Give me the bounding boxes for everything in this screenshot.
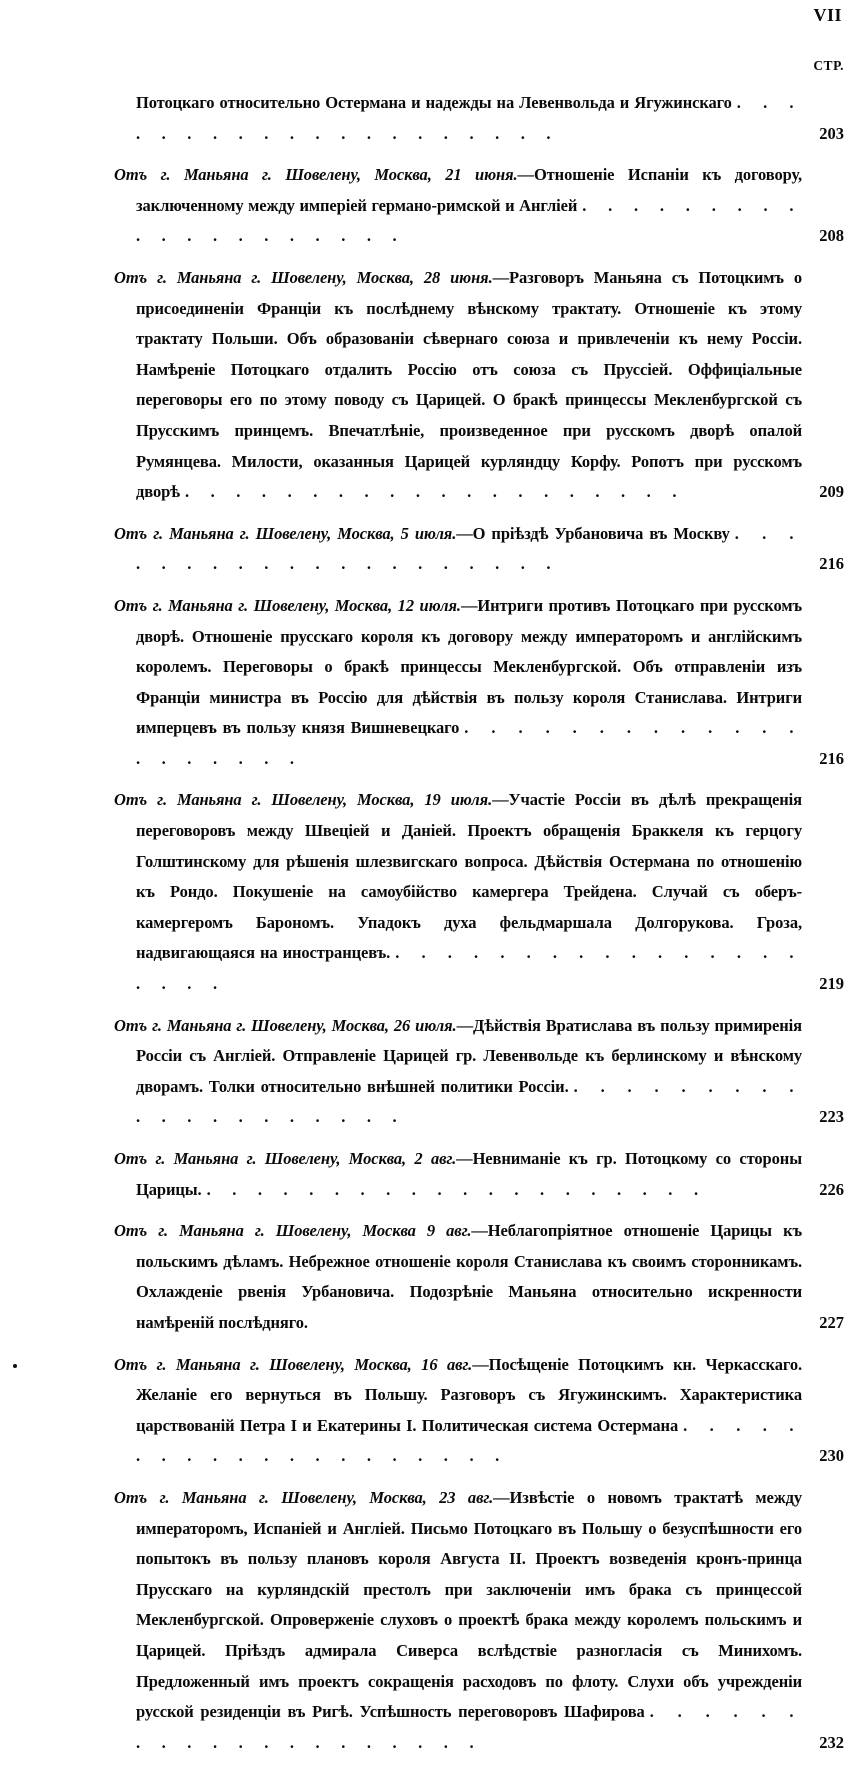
toc-entry-number	[22, 1144, 114, 1175]
toc-entry-description: —Разговоръ Маньяна съ Потоцкимъ о присоединеніи Франціи къ послѣднему вѣнскому трактату. Отношеніе къ этому трактату Польши. Объ образованіи сѣвернаго союза и привлеченіи къ нему Россіи. Намѣреніе Потоцкаго отдалить Россію отъ союза съ Пруссіей. Оффиціальные переговоры его по этому поводу съ Царицей. О бракѣ принцессы Мекленбургской съ Прусскимъ принцемъ. Впечатлѣніе, произведенное при русскомъ дворѣ опалой Румянцева. Милости, оказанныя Царицей курляндцу Корфу. Ропотъ при русскомъ дворѣ	[136, 267, 802, 502]
toc-entry[interactable]	[0, 519, 860, 580]
toc-entry-text	[114, 1011, 802, 1133]
toc-entry-number	[22, 1483, 114, 1514]
toc-entry-heading: Отъ г. Маньяна г. Шовелену, Москва 9 авг.	[114, 1221, 472, 1241]
toc-entry-page-number[interactable]: 208	[819, 226, 844, 246]
toc-entry-description: —О пріѣздѣ Урбановича въ Москву	[456, 523, 730, 543]
toc-entry-page-number[interactable]: 226	[819, 1179, 844, 1199]
toc-entry[interactable]	[0, 591, 860, 775]
toc-entry-text	[114, 785, 802, 999]
toc-entry[interactable]	[0, 263, 860, 508]
toc-entry-description: —Участіе Россіи въ дѣлѣ прекращенія переговоровъ между Швеціей и Даніей. Проектъ обращенія Браккеля къ герцогу Голштинскому для рѣшенія шлезвигскаго вопроса. Дѣйствія Остермана по отношенію къ Рондо. Покушеніе на самоубійство камергера Трейдена. Случай съ оберъ-камергеромъ Барономъ. Упадокъ духа фельдмаршала Долгорукова. Гроза, надвигающаяся на иностранцевъ.	[136, 790, 802, 963]
toc-entry[interactable]	[0, 1216, 860, 1338]
toc-leader-dots: . . . . . . . . . . . . . . . . . . . .	[184, 482, 685, 502]
toc-entry-heading: Отъ г. Маньяна г. Шовелену, Москва, 28 июня.	[114, 267, 493, 287]
toc-entry[interactable]	[0, 1483, 860, 1758]
toc-leader-dots: . . . . . . . . . . . . . . . . . . . .	[136, 93, 802, 143]
toc-entry-page-number[interactable]: 230	[819, 1446, 844, 1466]
toc-entry-text	[114, 1216, 802, 1338]
toc-entry-page-number[interactable]: 223	[819, 1107, 844, 1127]
toc-entry-description: —Отношеніе Испаніи къ договору, заключенному между имперіей германо-римской и Англіей	[136, 165, 802, 215]
toc-entry-description: —Интриги противъ Потоцкаго при русскомъ дворѣ. Отношеніе прусскаго короля къ договору между императоромъ и англійскимъ королемъ. Переговоры о бракѣ принцессы Мекленбургской. Объ отправленіи изъ Франціи министра въ Россію для дѣйствія въ пользу короля Станислава. Интриги имперцевъ въ пользу князя Вишневецкаго	[136, 595, 802, 738]
toc-leader-dots: . . . . . . . . . . . . . . . . . . . .	[136, 718, 802, 768]
toc-entry-number	[22, 1350, 114, 1381]
page-column-header: СТР.	[813, 58, 844, 73]
toc-entry-text	[114, 160, 803, 252]
toc-entry-page-number[interactable]: 216	[819, 748, 844, 768]
toc-entry[interactable]	[0, 160, 860, 252]
toc-leader-dots: . . . . . . . . . . . . . . . . . . . .	[136, 195, 803, 246]
page-folio-number: VII	[813, 5, 842, 25]
toc-entry-heading: Отъ г. Маньяна г. Шовелену, Москва, 21 июня.	[114, 165, 518, 185]
toc-entry-number	[22, 160, 114, 191]
toc-entry-page-number[interactable]: 219	[819, 974, 844, 994]
toc-entry-text	[114, 1483, 802, 1758]
ink-speck	[13, 1364, 17, 1368]
toc-entry[interactable]	[0, 1011, 860, 1133]
toc-entry-description: —Извѣстіе о новомъ трактатѣ между императоромъ, Испаніей и Англіей. Письмо Потоцкаго въ Польшу о безуспѣшности его попытокъ въ пользу плановъ короля Августа II. Проектъ возведенія кронъ-принца Прусскаго на курляндскій престолъ при заключеніи имъ брака съ принцессой Мекленбургской. Опроверженіе слуховъ о проектѣ брака между королемъ польскимъ и Царицей. Пріѣздъ адмирала Сиверса вслѣдствіе разногласія съ Минихомъ. Предложенный имъ проектъ сокращенія расходовъ по флоту. Слухи объ учрежденіи русской резиденціи въ Ригѣ. Успѣшность переговоровъ Шафирова	[136, 1487, 802, 1722]
toc-entry-text	[114, 1350, 803, 1472]
toc-entry-page-number[interactable]: 216	[819, 554, 844, 574]
toc-entry-heading: Отъ г. Маньяна г. Шовелену, Москва, 23 авг.	[114, 1487, 494, 1507]
toc-entry-page-number[interactable]: 203	[819, 123, 844, 143]
toc-entry-description: —Невниманіе къ гр. Потоцкому со стороны Царицы.	[136, 1149, 802, 1199]
toc-leader-dots: . . . . . . . . . . . . . . . . . . . .	[136, 1415, 802, 1466]
toc-leader-dots: . . . . . . . . . . . . . . . . . . . .	[206, 1179, 707, 1199]
toc-entry-heading: Отъ г. Маньяна г. Шовелену, Москва, 16 авг.	[114, 1354, 473, 1374]
toc-entry[interactable]	[0, 88, 860, 149]
toc-leader-dots: . . . . . . . . . . . . . . . . . . . .	[136, 1702, 802, 1752]
toc-entry-text	[136, 88, 802, 149]
toc-entry-heading: Отъ г. Маньяна г. Шовелену, Москва, 26 июля.	[114, 1015, 457, 1035]
toc-entry-heading: Отъ г. Маньяна г. Шовелену, Москва, 5 июля.	[114, 523, 457, 543]
toc-entry-heading: Отъ г. Маньяна г. Шовелену, Москва, 2 авг.	[114, 1149, 457, 1168]
toc-entry-text	[114, 263, 802, 508]
toc-entry[interactable]	[0, 1350, 860, 1472]
toc-entry-page-number[interactable]: 232	[819, 1732, 844, 1752]
toc-entry-number	[22, 591, 114, 622]
toc-entry-text	[114, 1144, 802, 1205]
toc-leader-dots: . . . . . . . . . . . . . . . . . . . .	[136, 523, 802, 574]
toc-entry-description: —Дѣйствія Вратислава въ пользу примиренія Россіи съ Англіей. Отправленіе Царицей гр. Левенвольде къ берлинскому и вѣнскому дворамъ. Толки относительно внѣшней политики Россіи.	[136, 1015, 802, 1096]
toc-entry-number	[22, 1011, 114, 1042]
toc-entry-number	[22, 785, 114, 816]
toc-entry-description: Потоцкаго относительно Остермана и надежды на Левенвольда и Ягужинскаго	[136, 93, 732, 112]
toc-entry-description: —Неблагопріятное отношеніе Царицы къ польскимъ дѣламъ. Небрежное отношеніе короля Станислава къ своимъ сторонникамъ. Охлажденіе рвенія Урбановича. Подозрѣніе Маньяна относительно искренности намѣреній послѣдняго.	[136, 1221, 802, 1332]
toc-entry-number	[22, 263, 114, 294]
toc-entry-heading: Отъ г. Маньяна г. Шовелену, Москва, 19 июля.	[114, 790, 493, 810]
toc-entry-heading: Отъ г. Маньяна г. Шовелену, Москва, 12 июля.	[114, 595, 461, 615]
toc-entry-number	[22, 519, 114, 550]
toc-entry[interactable]	[0, 785, 860, 999]
toc-entry-page-number[interactable]: 209	[819, 482, 844, 502]
toc-entry-description: —Посѣщеніе Потоцкимъ кн. Черкасскаго. Желаніе его вернуться въ Польшу. Разговоръ съ Ягужинскимъ. Характеристика царствованій Петра I и Екатерины I. Политическая система Остермана	[136, 1354, 803, 1435]
toc-leader-dots: . . . . . . . . . . . . . . . . . . . .	[136, 1076, 802, 1127]
toc-entry-number	[22, 1216, 114, 1247]
toc-entry-text	[114, 591, 802, 775]
table-of-contents-list	[0, 88, 860, 1769]
toc-entry-text	[114, 519, 802, 580]
toc-entry[interactable]	[0, 1144, 860, 1205]
toc-leader-dots: . . . . . . . . . . . . . . . . . . . .	[136, 943, 802, 994]
toc-entry-page-number[interactable]: 227	[819, 1312, 844, 1332]
